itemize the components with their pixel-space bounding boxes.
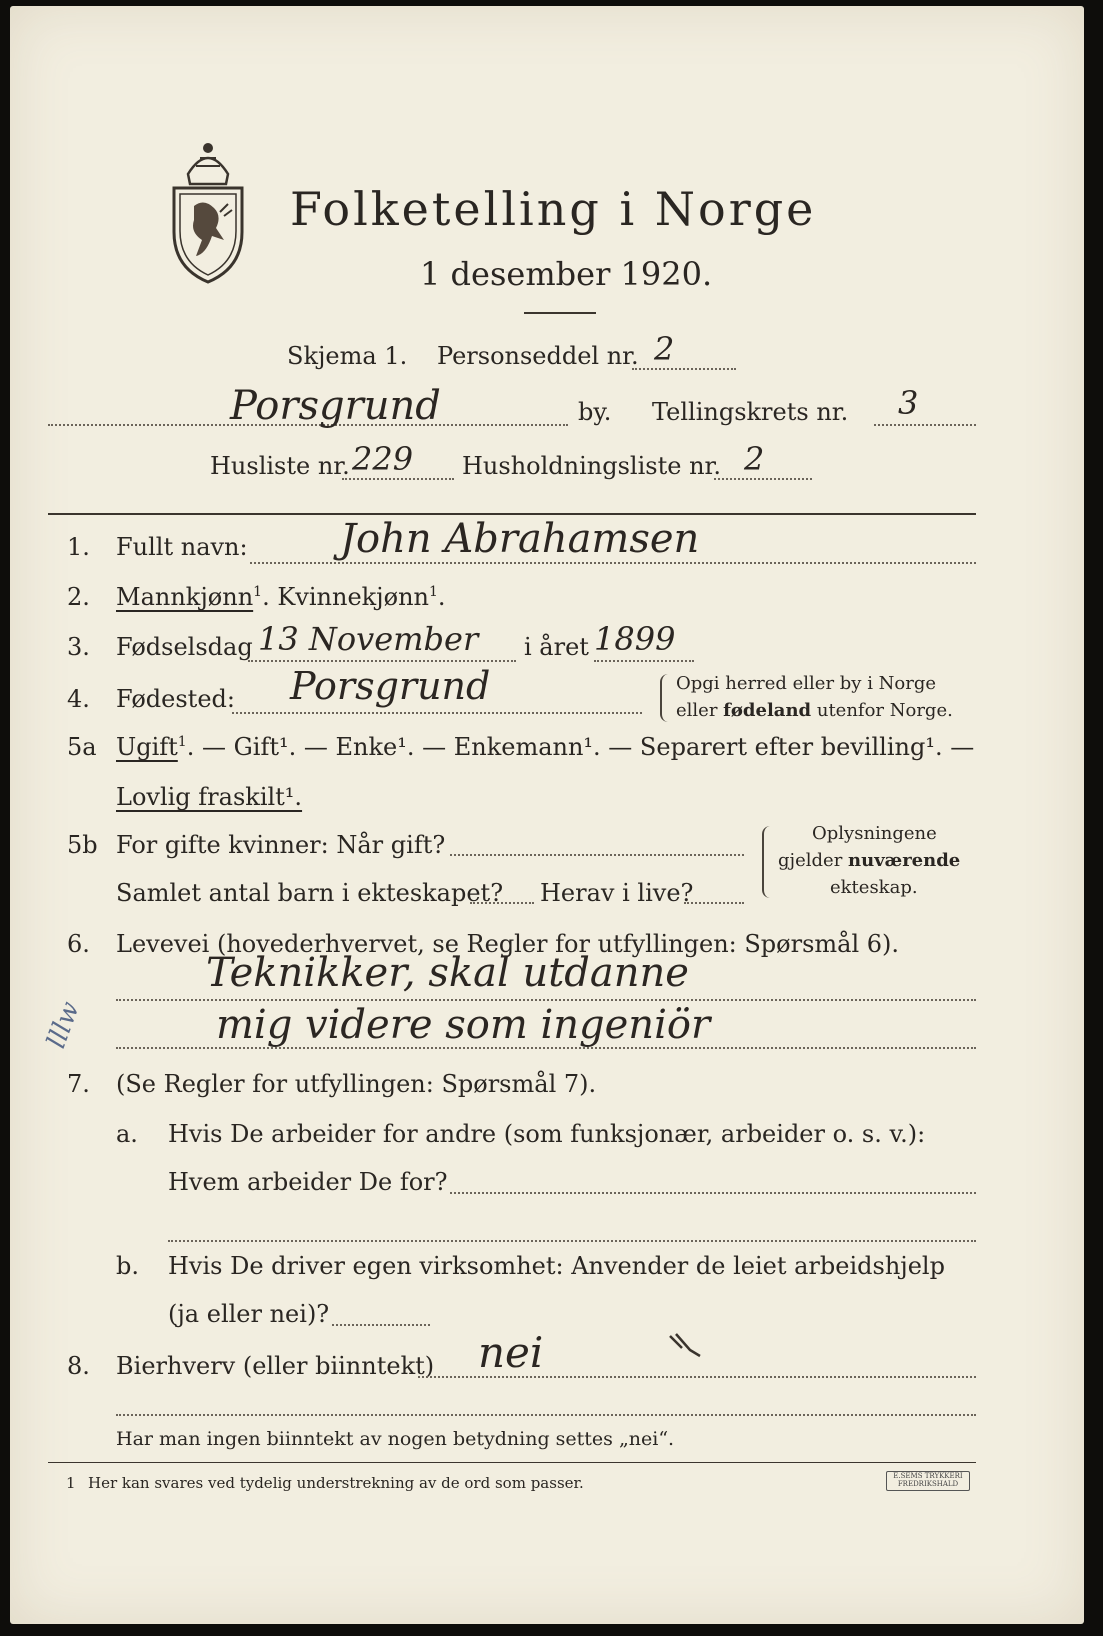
husliste-value: 229	[352, 440, 414, 478]
q7a-letter: a.	[116, 1120, 138, 1148]
birthplace-line	[232, 712, 642, 714]
q8-label: Bierhverv (eller biinntekt)	[116, 1352, 435, 1380]
employer-line-2	[168, 1240, 976, 1242]
margin-mark: lllw	[41, 997, 86, 1053]
q5a-number: 5a	[67, 733, 97, 761]
husholdningsliste-value: 2	[744, 440, 765, 478]
occupation-line-1	[116, 999, 976, 1001]
sex-options: Mannkjønn$^1$. Kvinnekjønn$^1$.	[116, 583, 446, 611]
q4-label: Fødested:	[116, 685, 235, 713]
q5b-note-line3: ekteskap.	[830, 877, 918, 898]
full-name-value: John Abrahamsen	[340, 516, 700, 562]
q7b-text: Hvis De driver egen virksomhet: Anvender de leiet arbeidshjelp	[168, 1252, 945, 1280]
q5b-note-line1: Oplysningene	[812, 823, 937, 844]
q3-label: Fødselsdag	[116, 633, 253, 661]
birth-year-line	[594, 660, 694, 662]
occupation-value-1: Teknikker, skal utdanne	[206, 950, 689, 996]
q4-number: 4.	[67, 685, 90, 713]
q7b-question: (ja eller nei)?	[168, 1300, 330, 1328]
q7-label: (Se Regler for utfyllingen: Spørsmål 7).	[116, 1070, 597, 1098]
q2-number: 2.	[67, 583, 90, 611]
q8-note: Har man ingen biinntekt av nogen betydning settes „nei“.	[116, 1428, 675, 1450]
title-divider	[524, 312, 596, 314]
side-income-line-2	[116, 1414, 976, 1416]
q6-number: 6.	[67, 930, 90, 958]
q7a-question: Hvem arbeider De for?	[168, 1168, 448, 1196]
tellingskrets-line	[874, 424, 976, 426]
coat-of-arms-icon	[166, 136, 250, 286]
personseddel-label: Personseddel nr.	[437, 342, 639, 370]
footer-rule	[48, 1462, 976, 1463]
birthday-value: 13 November	[258, 620, 479, 658]
q3-number: 3.	[67, 633, 90, 661]
form-title: Folketelling i Norge	[290, 182, 817, 236]
q1-number: 1.	[67, 533, 90, 561]
birth-year-value: 1899	[594, 620, 676, 658]
q7a-text: Hvis De arbeider for andre (som funksjonær, arbeider o. s. v.):	[168, 1120, 926, 1148]
tellingskrets-label: Tellingskrets nr.	[652, 398, 849, 426]
marital-options: Ugift$^1$. — Gift¹. — Enke¹. — Enkemann¹. — Separert efter bevilling¹. —	[116, 733, 975, 761]
header-rule	[48, 513, 976, 515]
husholdningsliste-line	[714, 478, 812, 480]
q1-line	[250, 562, 976, 564]
q5b-number: 5b	[67, 831, 98, 859]
husholdningsliste-label: Husholdningsliste nr.	[462, 452, 721, 480]
q5b-alive-label: Herav i live?	[540, 879, 694, 907]
tellingskrets-value: 3	[898, 384, 919, 422]
alive-line	[684, 902, 744, 904]
q4-note-line2: eller fødeland utenfor Norge.	[676, 700, 953, 721]
q6-label: Levevei (hovederhvervet, se Regler for utfyllingen: Spørsmål 6).	[116, 930, 900, 958]
q8-number: 8.	[67, 1352, 90, 1380]
hired-help-line	[332, 1324, 430, 1326]
q4-brace	[660, 674, 668, 722]
footnote-text: Her kan svares ved tydelig understrekning av de ord som passer.	[88, 1474, 584, 1492]
q5b-note-line2: gjelder nuværende	[778, 850, 961, 871]
ugift-option: Ugift	[116, 733, 178, 761]
personseddel-value: 2	[654, 330, 675, 368]
personseddel-line	[632, 368, 736, 370]
birthplace-value: Porsgrund	[290, 664, 491, 708]
q5b-brace	[762, 826, 770, 898]
q5b-married-when-label: For gifte kvinner: Når gift?	[116, 831, 446, 859]
occupation-value-2: mig videre som ingeniör	[216, 1002, 711, 1048]
q4-note-line1: Opgi herred eller by i Norge	[676, 673, 937, 694]
male-option: Mannkjønn	[116, 583, 254, 611]
skjema-label: Skjema 1.	[287, 342, 408, 370]
female-option: Kvinnekjønn	[277, 583, 429, 611]
q7-number: 7.	[67, 1070, 90, 1098]
husliste-label: Husliste nr.	[210, 452, 350, 480]
employer-line-1	[450, 1192, 976, 1194]
q7b-letter: b.	[116, 1252, 139, 1280]
husliste-line	[342, 478, 454, 480]
q5b-children-label: Samlet antal barn i ekteskapet?	[116, 879, 504, 907]
tick-mark-icon	[666, 1330, 706, 1360]
footnote-number: 1	[66, 1474, 76, 1492]
by-label: by.	[578, 398, 612, 426]
married-when-line	[450, 854, 744, 856]
birthday-line	[248, 660, 516, 662]
printer-stamp: E.SEMS TRYKKERI FREDRIKSHALD	[886, 1471, 970, 1491]
year-label: i året	[524, 633, 589, 661]
q1-label: Fullt navn:	[116, 533, 248, 561]
census-date: 1 desember 1920.	[420, 255, 713, 293]
lovlig-fraskilt-option: Lovlig fraskilt¹.	[116, 783, 303, 811]
by-value: Porsgrund	[230, 383, 441, 429]
side-income-value: nei	[478, 1328, 544, 1377]
children-line	[470, 902, 534, 904]
